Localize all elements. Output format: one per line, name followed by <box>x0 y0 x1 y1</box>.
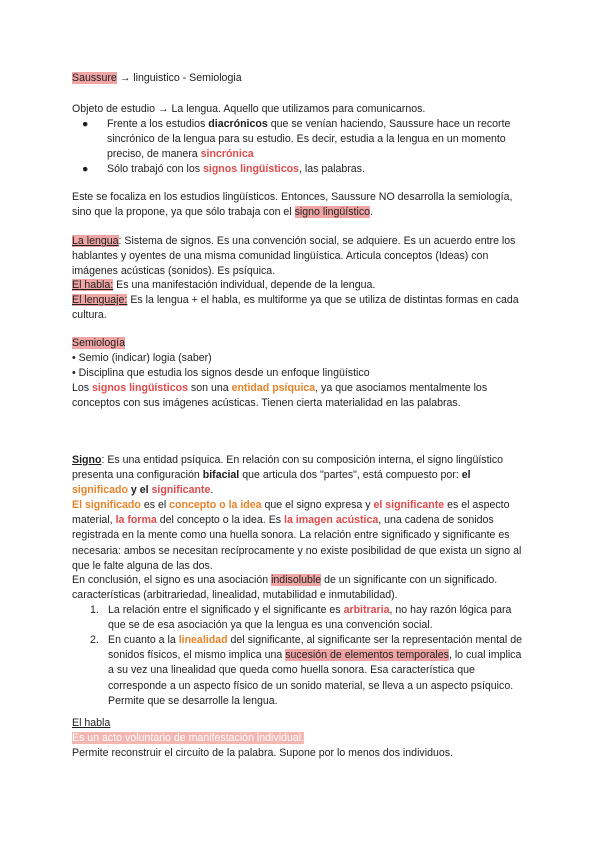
text: : Es una entidad psíquica. En relación con su composición interna, el signo lingüístico presenta una configuración <box>72 454 504 482</box>
term-sincronica: sincrónica <box>200 148 254 161</box>
term-concepto-idea: concepto o la idea <box>169 499 262 511</box>
term-linealidad: linealidad <box>178 634 228 646</box>
signo-linguistico-highlight: signo lingüístico <box>294 206 371 219</box>
semiologia-title: Semiología <box>72 337 125 349</box>
header-subtitle: → linguistico - Semiologia <box>116 72 242 84</box>
text: que el signo expresa y <box>261 499 374 511</box>
lengua-term: La lengua <box>72 235 119 247</box>
bullet-marker: ● <box>82 163 89 175</box>
text: , lo cual implica a su vez una linealidad que queda como huella sonora. Esa característica que corresponde a un aspecto físico de un sonido material, se lleva a un aspecto psíquico. Permite que se desarrolle la lengua. <box>108 649 522 707</box>
list-item-arbitraria <box>108 603 524 633</box>
term-diacronicos: diacrónicos <box>208 118 268 130</box>
term-arbitraria: arbitraria <box>343 604 390 616</box>
text: , ya que asociamos mentalmente los conceptos con sus imágenes acústicas. Tienen cierta materialidad en las palabras. <box>72 382 488 410</box>
saussure-highlight: Saussure <box>72 72 117 84</box>
text: de un significante con un significado. <box>321 574 498 586</box>
term-significado: significado <box>72 484 128 497</box>
sucesion-highlight: sucesión de elementos temporales <box>285 649 449 662</box>
text: Este se focaliza en los estudios lingüísticos. Entonces, Saussure NO desarrolla la semiología, sino que la propone, ya que sólo trabaja con el <box>72 191 513 219</box>
lenguaje-term: El lenguaje: <box>72 294 128 306</box>
list-item-linealidad <box>108 633 526 709</box>
list-number: 1. <box>90 604 99 616</box>
bullet-marker: ● <box>82 118 89 130</box>
objeto-line: Objeto de estudio → La lengua. Aquello que utilizamos para comunicarnos. <box>72 103 426 115</box>
indisoluble-highlight: indisoluble <box>271 574 322 586</box>
habla-heading <box>72 716 522 731</box>
term-la-forma: la forma <box>115 514 157 527</box>
text: y el <box>127 484 152 497</box>
caracteristicas-line: características (arbitrariedad, linealidad, mutabilidad e inmutabilidad). <box>72 589 398 601</box>
text: del concepto o la idea. Es <box>156 514 285 527</box>
text: , las palabras. <box>298 163 365 175</box>
semiologia-item: • Disciplina que estudia los signos desde un enfoque lingüístico <box>72 367 370 379</box>
text: . <box>210 484 214 497</box>
term-el-significado: El significado <box>72 499 141 511</box>
habla-text: Permite reconstruir el circuito de la palabra. Supone por lo menos dos individuos. <box>72 747 453 759</box>
text: , no hay razón lógica para que se de esa asociación ya que la lengua es una convención social. <box>108 604 512 632</box>
term-signos-linguisticos: signos lingüísticos <box>203 163 299 175</box>
habla-term: El habla: <box>72 279 114 291</box>
signo-term: Signo <box>72 454 102 466</box>
bullet-signos <box>107 162 523 177</box>
text: . <box>370 206 373 219</box>
term-bifacial: bifacial <box>202 469 240 482</box>
text: son una <box>187 382 232 394</box>
list-number: 2. <box>90 634 99 646</box>
focaliza-paragraph <box>72 190 522 220</box>
text: En conclusión, el signo es una asociación <box>72 574 272 586</box>
bullet-diacronicos <box>107 117 523 163</box>
semiologia-item: • Semio (indicar) logia (saber) <box>72 352 212 364</box>
text: , una cadena de sonidos registrada en la mente como una huella sonora. La relación entre significado y significante es necesaria: ambos se necesitan recíprocamente y no existe posibilidad de que exista un signo al que le falte alguna de las dos. <box>72 514 522 572</box>
text: Los <box>72 382 93 394</box>
lengua-paragraph <box>72 234 522 280</box>
text: que se venían haciendo, Saussure hace un recorte sincrónico de la lengua para su estudio. Es decir, estudia a la lengua en un momento preciso, de manera <box>107 118 511 161</box>
text: el <box>461 469 471 482</box>
term-el-significante: el significante <box>373 499 445 511</box>
habla-title: El habla <box>72 717 111 729</box>
text: es el <box>140 499 170 511</box>
term-entidad-psiquica: entidad psíquica <box>231 382 316 394</box>
significado-paragraph <box>72 498 522 574</box>
habla-definition <box>72 278 522 293</box>
signo-paragraph <box>72 453 522 499</box>
semiologia-paragraph <box>72 381 522 411</box>
term-imagen-acustica: la imagen acústica <box>284 514 379 527</box>
header-line <box>72 71 522 86</box>
conclusion-line <box>72 573 522 588</box>
semiologia-heading <box>72 336 522 351</box>
term-signos-linguisticos: signos lingüísticos <box>92 382 188 394</box>
text: La relación entre el significado y el significante es <box>108 604 344 616</box>
text: es el aspecto material, <box>72 499 510 527</box>
text: que articula dos "partes", está compuesto por: <box>239 469 462 482</box>
text: Frente a los estudios <box>107 118 209 130</box>
habla-highlight-line <box>72 731 522 746</box>
text: Es una manifestación individual, depende de la lengua. <box>113 279 376 291</box>
text: En cuanto a la <box>108 634 179 646</box>
term-significante: significante <box>151 484 211 497</box>
acto-voluntario-highlight: Es un acto voluntario de manifestación individual. <box>72 732 305 744</box>
text: del significante, al significante ser la representación mental de sonidos físicos, el mismo implica una <box>108 634 522 662</box>
lenguaje-definition <box>72 293 522 323</box>
text: : Sistema de signos. Es una convención social, se adquiere. Es un acuerdo entre los hablantes y oyentes de una misma comunidad lingüística. Articula conceptos (Ideas) con imágenes acústicas (sonidos). Es psíquica. <box>72 235 516 278</box>
text: Es la lengua + el habla, es multiforme ya que se utiliza de distintas formas en cada cultura. <box>72 294 519 322</box>
text: Sólo trabajó con los <box>107 163 203 175</box>
